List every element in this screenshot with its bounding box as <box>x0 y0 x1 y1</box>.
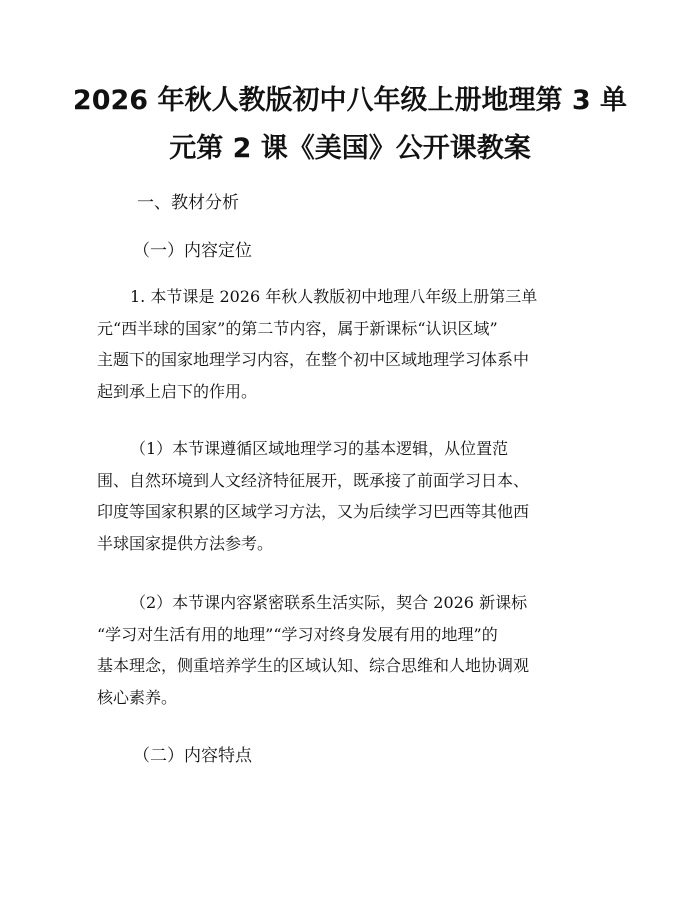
paragraph-2 <box>97 439 617 566</box>
paragraph-line: 核心素养。 <box>97 688 178 708</box>
paragraph-line: 围、自然环境到人文经济特征展开，既承接了前面学习日本、 <box>97 470 530 490</box>
paragraph-line: 印度等国家积累的区域学习方法，又为后续学习巴西等其他西 <box>97 502 530 522</box>
paragraph-line: 半球国家提供方法参考。 <box>97 534 274 554</box>
paragraph-line: 主题下的国家地理学习内容，在整个初中区域地理学习体系中 <box>97 350 530 370</box>
document-title-line-1: 2026 年秋人教版初中八年级上册地理第 3 单 <box>72 85 628 116</box>
document-title-line-2: 元第 2 课《美国》公开课教案 <box>169 133 531 164</box>
paragraph-line: 起到承上启下的作用。 <box>97 382 258 402</box>
paragraph-line: “学习对生活有用的地理”“学习对终身发展有用的地理”的 <box>97 624 498 644</box>
paragraph-line: （1）本节课遵循区域地理学习的基本逻辑，从位置范 <box>130 439 509 458</box>
paragraph-1 <box>97 287 617 414</box>
paragraph-3 <box>97 593 617 720</box>
section-heading-textbook-analysis: 一、教材分析 <box>137 193 239 213</box>
subsection-heading-content-positioning: （一）内容定位 <box>133 241 252 261</box>
paragraph-line: 基本理念，侧重培养学生的区域认知、综合思维和人地协调观 <box>97 656 530 676</box>
subsection-heading-content-features: （二）内容特点 <box>133 746 252 766</box>
paragraph-line: 元“西半球的国家”的第二节内容，属于新课标“认识区域” <box>97 318 498 338</box>
paragraph-line: （2）本节课内容紧密联系生活实际，契合 2026 新课标 <box>130 593 528 612</box>
paragraph-line: 1. 本节课是 2026 年秋人教版初中地理八年级上册第三单 <box>130 287 538 306</box>
